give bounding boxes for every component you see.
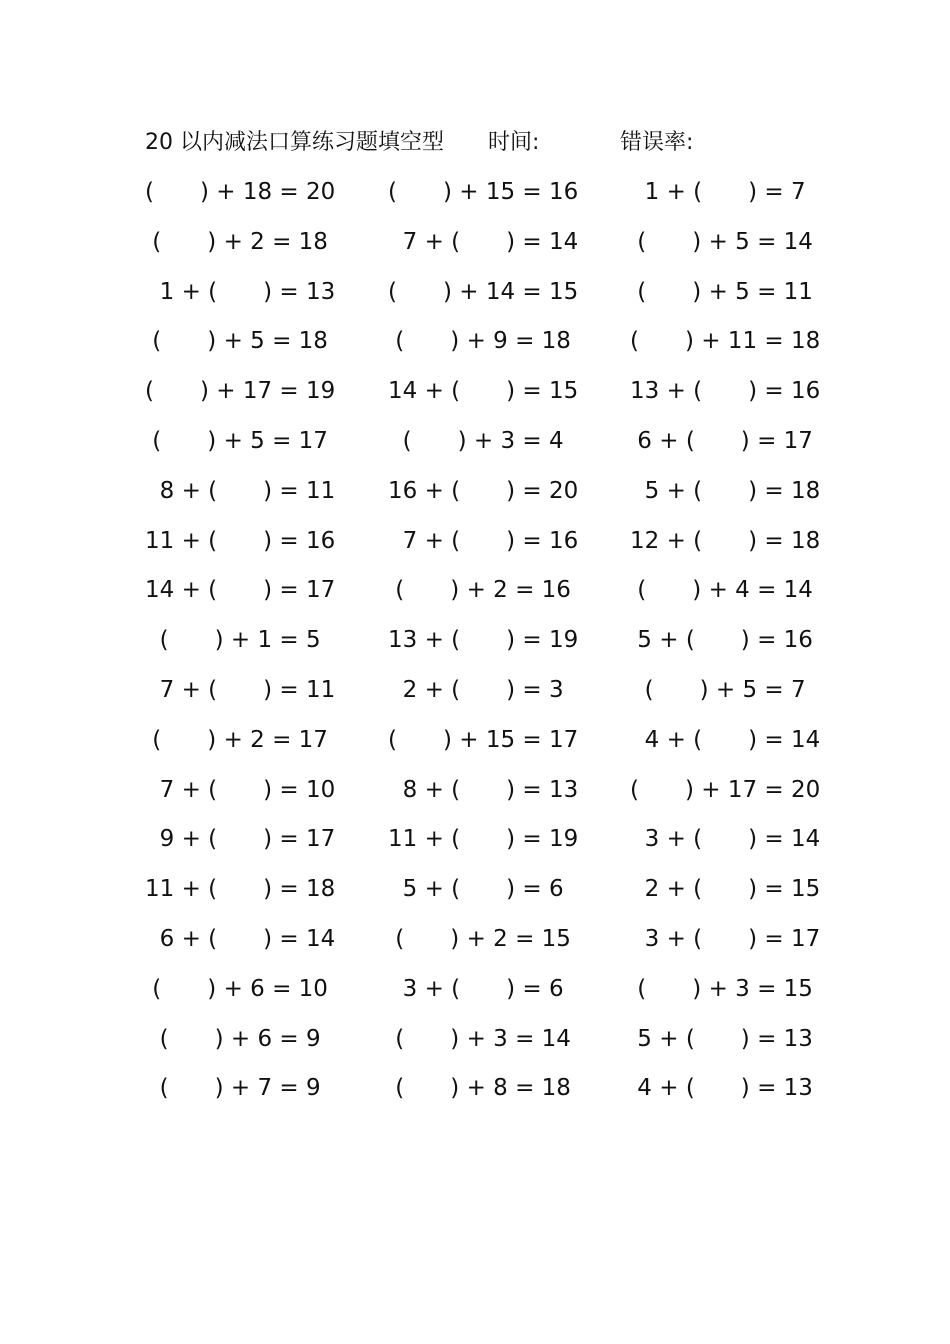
problem-item: 8 + ( ) = 13 [388, 776, 579, 803]
problem-item: 11 + ( ) = 16 [145, 527, 336, 554]
problem-row [0, 521, 950, 571]
problem-row [0, 1068, 950, 1118]
problem-row [0, 421, 950, 471]
problem-item: 11 + ( ) = 19 [388, 826, 579, 853]
problem-item: 1 + ( ) = 13 [145, 278, 336, 305]
problem-item: ( ) + 4 = 14 [630, 577, 813, 604]
problem-item: 5 + ( ) = 16 [630, 627, 813, 654]
problem-item: ( ) + 2 = 15 [388, 925, 571, 952]
problem-item: ( ) + 18 = 20 [145, 179, 336, 205]
problem-item: 14 + ( ) = 15 [388, 378, 579, 405]
problem-item: 7 + ( ) = 14 [388, 228, 579, 255]
problem-item: ( ) + 15 = 17 [388, 726, 579, 753]
problem-item: ( ) + 2 = 18 [145, 228, 328, 255]
problem-row [0, 869, 950, 919]
problem-item: 16 + ( ) = 20 [388, 477, 579, 504]
problem-item: 11 + ( ) = 18 [145, 876, 336, 903]
problem-item: 1 + ( ) = 7 [630, 179, 806, 205]
problem-item: ( ) + 6 = 9 [145, 1025, 321, 1052]
problem-item: 5 + ( ) = 6 [388, 876, 564, 903]
problem-item: 3 + ( ) = 14 [630, 826, 821, 853]
problem-item: ( ) + 11 = 18 [630, 328, 821, 355]
problem-item: 2 + ( ) = 3 [388, 676, 564, 703]
problem-item: ( ) + 5 = 11 [630, 278, 813, 305]
problem-row [0, 371, 950, 421]
problem-item: 14 + ( ) = 17 [145, 577, 336, 604]
problem-row [0, 272, 950, 322]
problem-item: 4 + ( ) = 14 [630, 726, 821, 753]
problem-item: 8 + ( ) = 11 [145, 477, 336, 504]
problem-item: 6 + ( ) = 14 [145, 925, 336, 952]
problem-row [0, 770, 950, 820]
problem-item: ( ) + 2 = 17 [145, 726, 328, 753]
problem-item: 13 + ( ) = 19 [388, 627, 579, 654]
problem-item: 3 + ( ) = 6 [388, 975, 564, 1002]
problem-item: 7 + ( ) = 16 [388, 527, 579, 554]
problem-item: 4 + ( ) = 13 [630, 1075, 813, 1102]
problem-row [0, 321, 950, 371]
problem-item: ( ) + 2 = 16 [388, 577, 571, 604]
problem-row [0, 620, 950, 670]
problem-item: 13 + ( ) = 16 [630, 378, 821, 405]
problem-item: 7 + ( ) = 10 [145, 776, 336, 803]
problem-item: 7 + ( ) = 11 [145, 676, 336, 703]
problem-item: 3 + ( ) = 17 [630, 925, 821, 952]
problem-item: 9 + ( ) = 17 [145, 826, 336, 853]
problem-item: ( ) + 3 = 14 [388, 1025, 571, 1052]
problem-row [0, 222, 950, 272]
problem-item: ( ) + 5 = 7 [630, 676, 806, 703]
problem-item: 6 + ( ) = 17 [630, 427, 813, 454]
problem-item: ( ) + 5 = 17 [145, 427, 328, 454]
worksheet-title: 20 以内减法口算练习题填空型 [145, 130, 444, 155]
problem-item: ( ) + 5 = 18 [145, 328, 328, 355]
time-label: 时间: [488, 130, 540, 155]
problem-row [0, 969, 950, 1019]
problem-item: ( ) + 9 = 18 [388, 328, 571, 355]
problem-row [0, 570, 950, 620]
problem-item: 5 + ( ) = 13 [630, 1025, 813, 1052]
problem-item: 12 + ( ) = 18 [630, 527, 821, 554]
worksheet-header [0, 126, 950, 160]
problem-item: ( ) + 5 = 14 [630, 228, 813, 255]
problem-grid [0, 172, 950, 1118]
problem-item: ( ) + 3 = 15 [630, 975, 813, 1002]
problem-item: ( ) + 3 = 4 [388, 427, 564, 454]
problem-row [0, 720, 950, 770]
problem-item: ( ) + 17 = 19 [145, 378, 336, 405]
problem-item: 5 + ( ) = 18 [630, 477, 821, 504]
problem-row [0, 172, 950, 222]
problem-item: ( ) + 14 = 15 [388, 278, 579, 305]
problem-item: ( ) + 1 = 5 [145, 627, 321, 654]
problem-item: ( ) + 6 = 10 [145, 975, 328, 1002]
problem-row [0, 1019, 950, 1069]
problem-row [0, 819, 950, 869]
problem-row [0, 919, 950, 969]
problem-item: ( ) + 17 = 20 [630, 776, 821, 803]
problem-row [0, 471, 950, 521]
error-rate-label: 错误率: [620, 130, 694, 155]
problem-item: 2 + ( ) = 15 [630, 876, 821, 903]
problem-item: ( ) + 7 = 9 [145, 1075, 321, 1102]
problem-row [0, 670, 950, 720]
problem-item: ( ) + 8 = 18 [388, 1075, 571, 1102]
problem-item: ( ) + 15 = 16 [388, 179, 579, 205]
